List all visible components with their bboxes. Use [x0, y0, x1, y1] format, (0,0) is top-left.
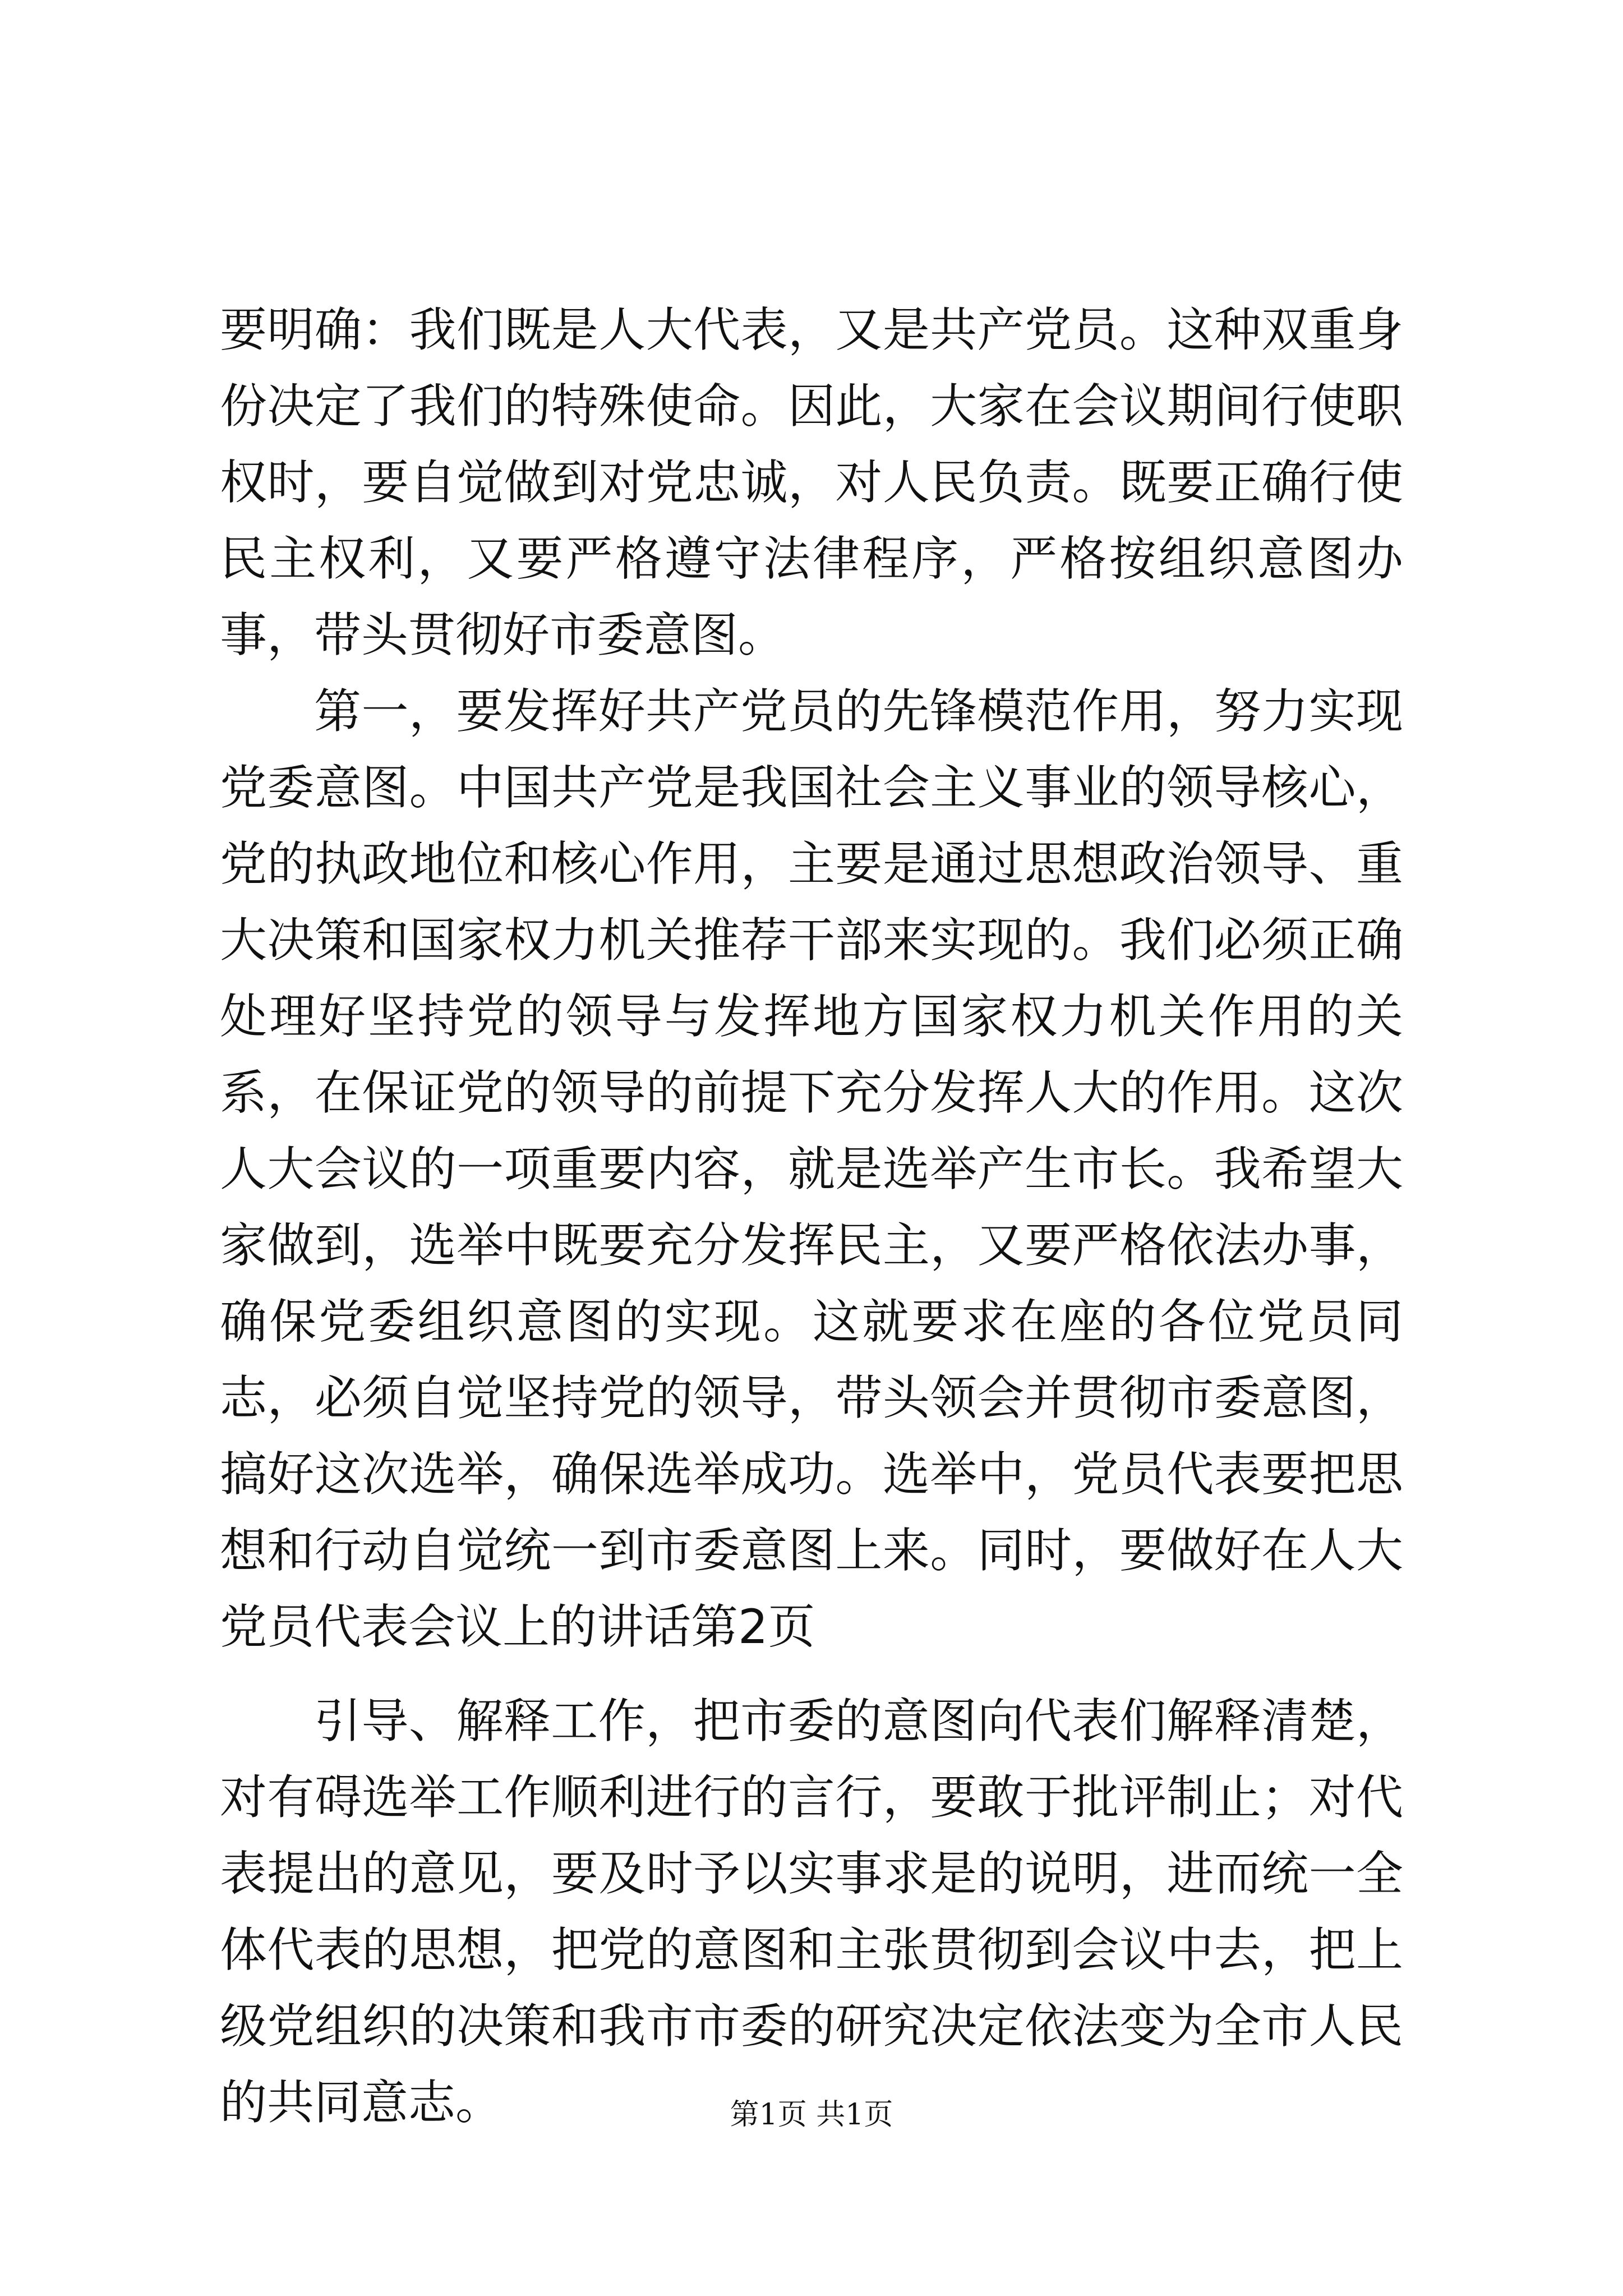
paragraph-2: 第一，要发挥好共产党员的先锋模范作用，努力实现党委意图。中国共产党是我国社会主义事业的领导核心，党的执政地位和核心作用，主要是通过思想政治领导、重大决策和国家权力机关推荐干部来实现的。我们必须正确处理好坚持党的领导与发挥地方国家权力机关作用的关系，在保证党的领导的前提下充分发挥人大的作用。这次人大会议的一项重要内容，就是选举产生市长。我希望大家做到，选举中既要充分发挥民主，又要严格依法办事，确保党委组织意图的实现。这就要求在座的各位党员同志，必须自觉坚持党的领导，带头领会并贯彻市委意图，搞好这次选举，确保选举成功。选举中，党员代表要把思想和行动自觉统一到市委意图上来。同时，要做好在人大党员代表会议上的讲话第2页: [220, 684, 1403, 1654]
document-body: [220, 292, 1403, 2141]
page-footer: 第1页 共1页: [730, 2098, 893, 2132]
paragraph-1: 要明确：我们既是人大代表，又是共产党员。这种双重身份决定了我们的特殊使命。因此，大家在会议期间行使职权时，要自觉做到对党忠诚，对人民负责。既要正确行使民主权利，又要严格遵守法律程序，严格按组织意图办事，带头贯彻好市委意图。: [220, 302, 1403, 662]
paragraph-3: 引导、解释工作，把市委的意图向代表们解释清楚，对有碍选举工作顺利进行的言行，要敢于批评制止；对代表提出的意见，要及时予以实事求是的说明，进而统一全体代表的思想，把党的意图和主张贯彻到会议中去，把上级党组织的决策和我市市委的研究决定依法变为全市人民的共同意志。: [220, 1694, 1403, 2130]
